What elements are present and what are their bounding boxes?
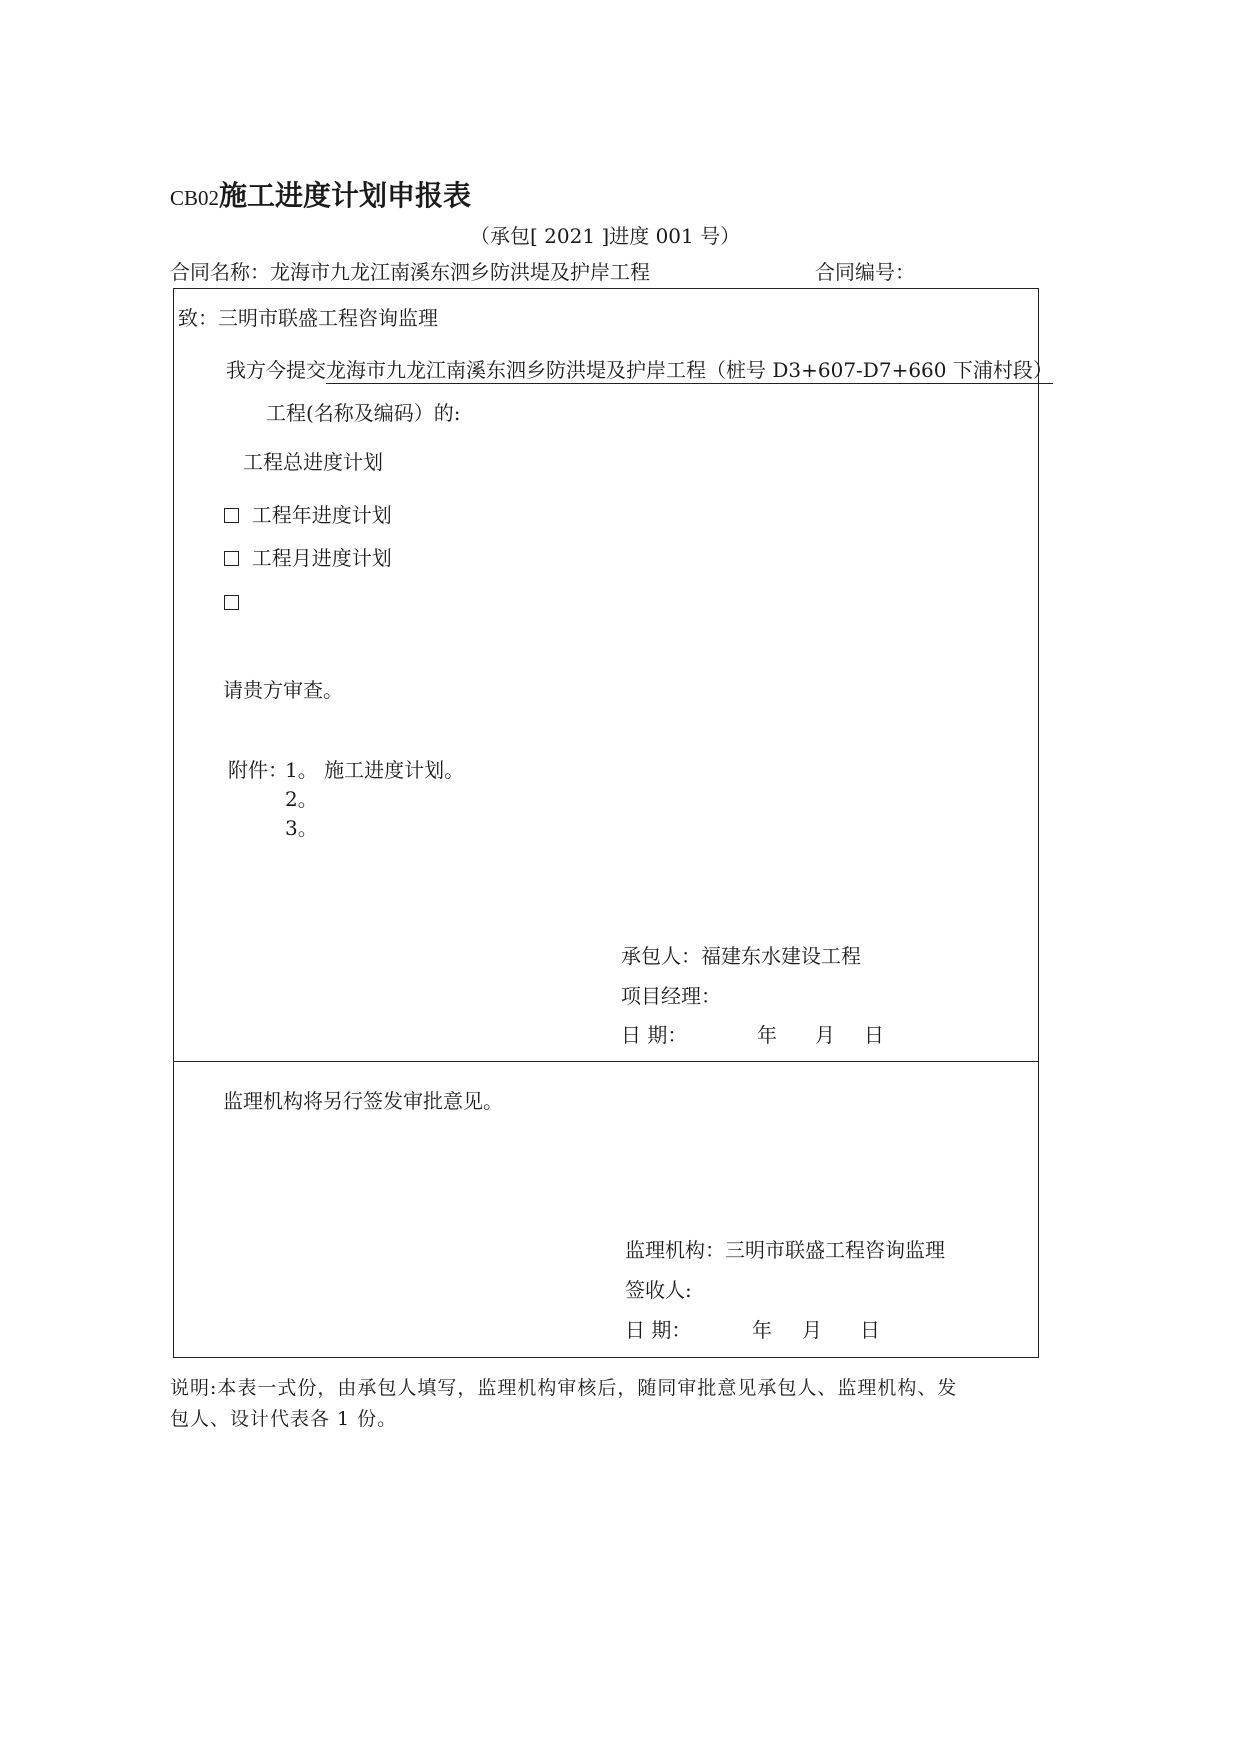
contractor-date-month: 月: [815, 1023, 835, 1047]
contract-name-row: [170, 259, 650, 285]
attachment-item-1: 1。 施工进度计划。: [285, 758, 465, 782]
attachment-item-2: 2。: [285, 787, 318, 811]
addressee-line: 致：三明市联盛工程咨询监理: [178, 306, 438, 330]
supervision-date-label: 日 期：: [625, 1318, 692, 1342]
supervision-org-line: 监理机构：三明市联盛工程咨询监理: [625, 1238, 945, 1262]
plan-yearly-label: 工程年进度计划: [251, 503, 392, 527]
footnote-line-2: 包人、设计代表各 1 份。: [170, 1408, 398, 1430]
plan-yearly-row: [224, 502, 392, 528]
contractor-date-label: 日 期：: [621, 1023, 688, 1047]
receiver-line: 签收人:: [625, 1278, 692, 1302]
contractor-date-day: 日: [864, 1023, 884, 1047]
project-name-underlined: 龙海市九龙江南溪东泗乡防洪堤及护岸工程（桩号 D3+607-D7+660 下浦村段）: [326, 358, 1053, 382]
contract-number-label: 合同编号：: [815, 260, 915, 284]
monthly-checkbox[interactable]: [224, 551, 239, 566]
attachments-label: 附件：: [228, 758, 288, 782]
form-title-text: 施工进度计划申报表: [219, 179, 472, 212]
attachment-item-3: 3。: [285, 816, 318, 840]
yearly-checkbox[interactable]: [224, 508, 239, 523]
plan-other-row: [224, 589, 252, 615]
project-suffix: 工程(名称及编码）的:: [266, 401, 461, 425]
submit-prefix: 我方今提交: [226, 358, 326, 382]
contract-name-label: 合同名称：: [170, 260, 270, 284]
submission-line: [226, 357, 1053, 383]
supervision-date-year: 年: [752, 1318, 772, 1342]
plan-monthly-label: 工程月进度计划: [251, 546, 392, 570]
supervision-opinion: 监理机构将另行签发审批意见。: [223, 1089, 503, 1113]
section-divider: [173, 1061, 1039, 1062]
footnote-line-1: 说明:本表一式份，由承包人填写，监理机构审核后，随同审批意见承包人、监理机构、发: [170, 1377, 958, 1399]
supervision-date-month: 月: [802, 1318, 822, 1342]
plan-monthly-row: [224, 545, 392, 571]
document-number: （承包[ 2021 ]进度 001 号）: [470, 224, 741, 248]
contractor-line: 承包人：福建东水建设工程: [621, 944, 861, 968]
form-code: CB02: [170, 186, 220, 210]
supervision-date-day: 日: [860, 1318, 880, 1342]
contractor-date-year: 年: [757, 1023, 777, 1047]
other-checkbox[interactable]: [224, 595, 239, 610]
form-title: [170, 174, 471, 214]
review-request: 请贵方审查。: [223, 678, 343, 702]
contract-name-value: 龙海市九龙江南溪东泗乡防洪堤及护岸工程: [270, 260, 650, 284]
project-manager-line: 项目经理：: [621, 984, 721, 1008]
plan-overall: 工程总进度计划: [243, 450, 383, 474]
